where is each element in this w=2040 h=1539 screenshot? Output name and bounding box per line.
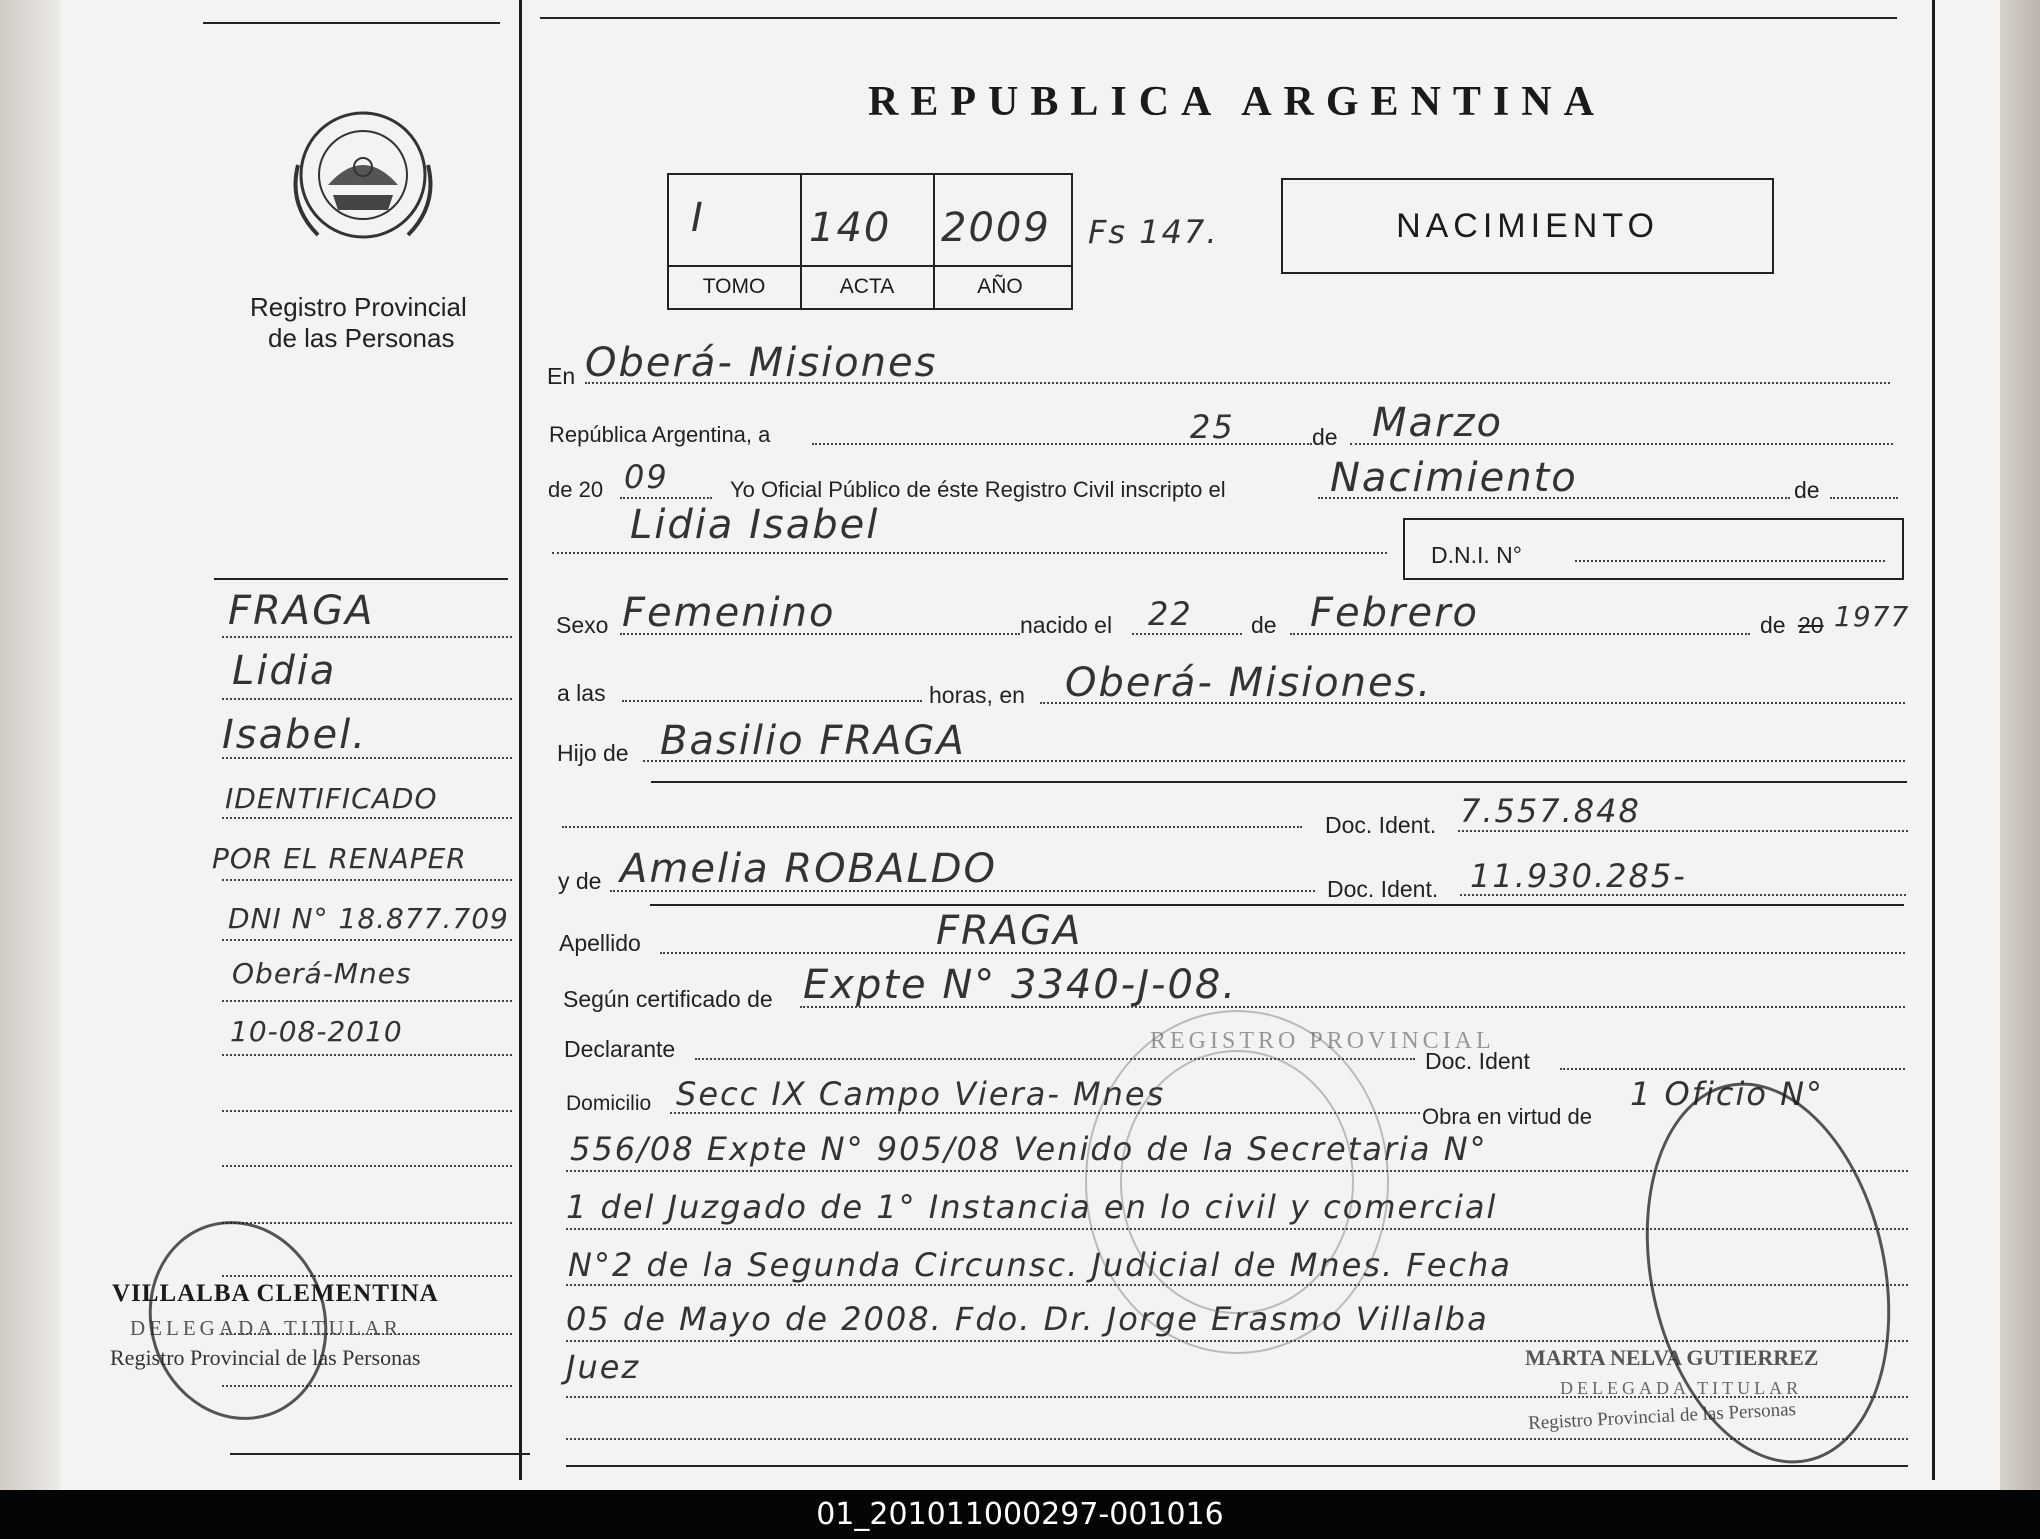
- doc-ident-label: Doc. Ident.: [1325, 812, 1437, 838]
- margin-note-renaper: POR EL RENAPER: [212, 842, 467, 875]
- image-id-caption: 01_201011000297-001016: [816, 1497, 1224, 1532]
- record-type-box: [1281, 178, 1774, 274]
- place-of-registration: Oberá- Misiones: [585, 340, 938, 386]
- order-line-4: N°2 de la Segunda Circunsc. Judicial de Mnes. Fecha: [568, 1246, 1512, 1284]
- dni-label: D.N.I. N°: [1431, 542, 1522, 568]
- line-dots: [562, 826, 1302, 828]
- registration-year-suffix: 09: [624, 458, 669, 496]
- order-line-6: Juez: [566, 1348, 641, 1386]
- struck-year-prefix: 20: [1798, 612, 1824, 638]
- apellido-label: Apellido: [559, 930, 641, 956]
- margin-bottom-rule: [230, 1453, 530, 1455]
- margin-rule: [214, 578, 508, 580]
- round-stamp-text: REGISTRO PROVINCIAL: [1150, 1028, 1495, 1054]
- order-line-5: 05 de Mayo de 2008. Fdo. Dr. Jorge Erasmo Villalba: [566, 1300, 1489, 1338]
- given-names: Lidia Isabel: [630, 502, 880, 548]
- certificado-label: Según certificado de: [563, 986, 773, 1012]
- father-document: 7.557.848: [1460, 792, 1641, 830]
- order-value: 1 Oficio N°: [1630, 1075, 1825, 1113]
- sexo-label: Sexo: [556, 612, 609, 638]
- line-dots: [622, 700, 922, 702]
- margin-dots: [222, 1000, 512, 1002]
- father-name: Basilio FRAGA: [660, 718, 966, 764]
- anio-value: 2009: [941, 205, 1051, 251]
- stamp-right-org: Registro Provincial de las Personas: [1527, 1399, 1797, 1435]
- line-dots: [566, 1438, 1908, 1440]
- domicilio-label: Domicilio: [566, 1092, 652, 1115]
- stamp-left-role: DELEGADA TITULAR: [130, 1316, 402, 1340]
- line-dots: [1132, 633, 1242, 635]
- order-line-3: 1 del Juzgado de 1° Instancia en lo civil y comercial: [566, 1188, 1498, 1226]
- line-rule: [566, 1465, 1908, 1467]
- stamp-right-role: DELEGADA TITULAR: [1560, 1378, 1803, 1398]
- line-dots: [1040, 702, 1905, 704]
- republica-label: República Argentina, a: [549, 422, 771, 447]
- line-dots: [552, 552, 1387, 554]
- birth-month: Febrero: [1310, 590, 1479, 636]
- margin-dots: [222, 879, 512, 881]
- line-dots: [1458, 830, 1908, 832]
- stamp-right-name: MARTA NELVA GUTIERREZ: [1525, 1345, 1819, 1370]
- de-label4: de: [1760, 612, 1786, 638]
- sex-value: Femenino: [622, 590, 836, 636]
- province-seal-icon: [288, 105, 438, 255]
- margin-note-place: Oberá-Mnes: [232, 957, 412, 990]
- surname-value: FRAGA: [936, 908, 1083, 954]
- line-dots: [800, 1006, 1905, 1008]
- anio-label: AÑO: [977, 275, 1023, 298]
- margin-divider: [519, 0, 522, 1480]
- birth-place: Oberá- Misiones.: [1065, 660, 1433, 706]
- margin-dots: [222, 939, 512, 941]
- margin-note-first-name: Lidia: [232, 648, 337, 694]
- address-value: Secc IX Campo Viera- Mnes: [676, 1075, 1166, 1113]
- margin-dots: [222, 698, 512, 700]
- record-number-table: [667, 173, 1073, 310]
- alas-label: a las: [557, 680, 606, 706]
- line-rule: [651, 781, 1907, 783]
- oficial-label: Yo Oficial Público de éste Registro Civil inscripto el: [730, 477, 1226, 502]
- margin-dots: [222, 636, 512, 638]
- nacido-label: nacido el: [1020, 612, 1113, 638]
- acta-label: ACTA: [839, 275, 895, 298]
- margin-dots: [222, 1110, 512, 1112]
- table-row-divider: [669, 265, 1071, 267]
- image-caption-bar: [0, 1490, 2040, 1539]
- certificate-value: Expte N° 3340-J-08.: [803, 962, 1238, 1008]
- birth-year: 1977: [1834, 600, 1910, 633]
- mother-name: Amelia ROBALDO: [620, 846, 998, 892]
- en-label: En: [547, 363, 576, 389]
- horas-label: horas, en: [929, 682, 1025, 708]
- registry-name-line1: Registro Provincial: [250, 292, 467, 322]
- de20-label: de 20: [548, 477, 604, 502]
- registry-name-line2: de las Personas: [268, 323, 455, 353]
- obra-label: Obra en virtud de: [1422, 1104, 1592, 1129]
- right-border: [1932, 0, 1935, 1480]
- margin-note-middle-name: Isabel.: [222, 712, 367, 758]
- line-dots: [1575, 560, 1885, 562]
- margin-note-surname: FRAGA: [228, 588, 375, 634]
- de-label: de: [1312, 424, 1338, 450]
- stamp-left-org: Registro Provincial de las Personas: [110, 1345, 421, 1370]
- line-dots: [620, 497, 712, 499]
- line-dots: [660, 952, 1905, 954]
- stamp-left-name: VILLALBA CLEMENTINA: [112, 1280, 439, 1307]
- registration-month: Marzo: [1372, 400, 1503, 446]
- margin-dots: [222, 817, 512, 819]
- registration-type: Nacimiento: [1330, 455, 1578, 501]
- line-dots: [585, 382, 1890, 384]
- tomo-label: TOMO: [702, 275, 766, 298]
- dni-box: [1403, 518, 1904, 580]
- margin-dots: [222, 1054, 512, 1056]
- line-dots: [620, 633, 1020, 635]
- margin-dots: [222, 1222, 512, 1224]
- line-dots: [1560, 1068, 1905, 1070]
- document-title: REPUBLICA ARGENTINA: [868, 79, 1606, 125]
- hijo-label: Hijo de: [557, 740, 629, 766]
- doc-ident-label3: Doc. Ident: [1425, 1048, 1530, 1074]
- top-rule-right: [540, 17, 1897, 19]
- birth-day: 22: [1148, 595, 1193, 633]
- declarante-label: Declarante: [564, 1036, 676, 1062]
- official-round-stamp-inner: [1120, 1050, 1354, 1314]
- margin-dots: [222, 1165, 512, 1167]
- doc-ident-label2: Doc. Ident.: [1327, 876, 1439, 902]
- line-rule: [650, 904, 1904, 906]
- order-line-2: 556/08 Expte N° 905/08 Venido de la Secretaria N°: [570, 1130, 1488, 1168]
- margin-note-identified: IDENTIFICADO: [225, 782, 438, 815]
- line-dots: [1460, 894, 1906, 896]
- book-binding: [0, 0, 60, 1490]
- acta-value: 140: [809, 205, 892, 251]
- yde-label: y de: [558, 868, 602, 894]
- line-dots: [1290, 633, 1750, 635]
- record-type-label: NACIMIENTO: [1396, 206, 1659, 245]
- folio-note: Fs 147.: [1088, 213, 1219, 251]
- margin-note-date: 10-08-2010: [230, 1015, 403, 1048]
- de-label3: de: [1251, 612, 1277, 638]
- line-dots: [643, 760, 1905, 762]
- line-dots: [610, 890, 1315, 892]
- top-rule-left: [203, 22, 500, 24]
- line-dots: [1830, 497, 1898, 499]
- registration-day: 25: [1190, 408, 1235, 446]
- tomo-value: I: [691, 195, 705, 241]
- line-dots: [812, 443, 1312, 445]
- mother-document: 11.930.285-: [1470, 857, 1687, 895]
- page-edge: [2000, 0, 2040, 1490]
- margin-note-dni: DNI N° 18.877.709: [228, 902, 509, 935]
- de-label2: de: [1794, 477, 1820, 503]
